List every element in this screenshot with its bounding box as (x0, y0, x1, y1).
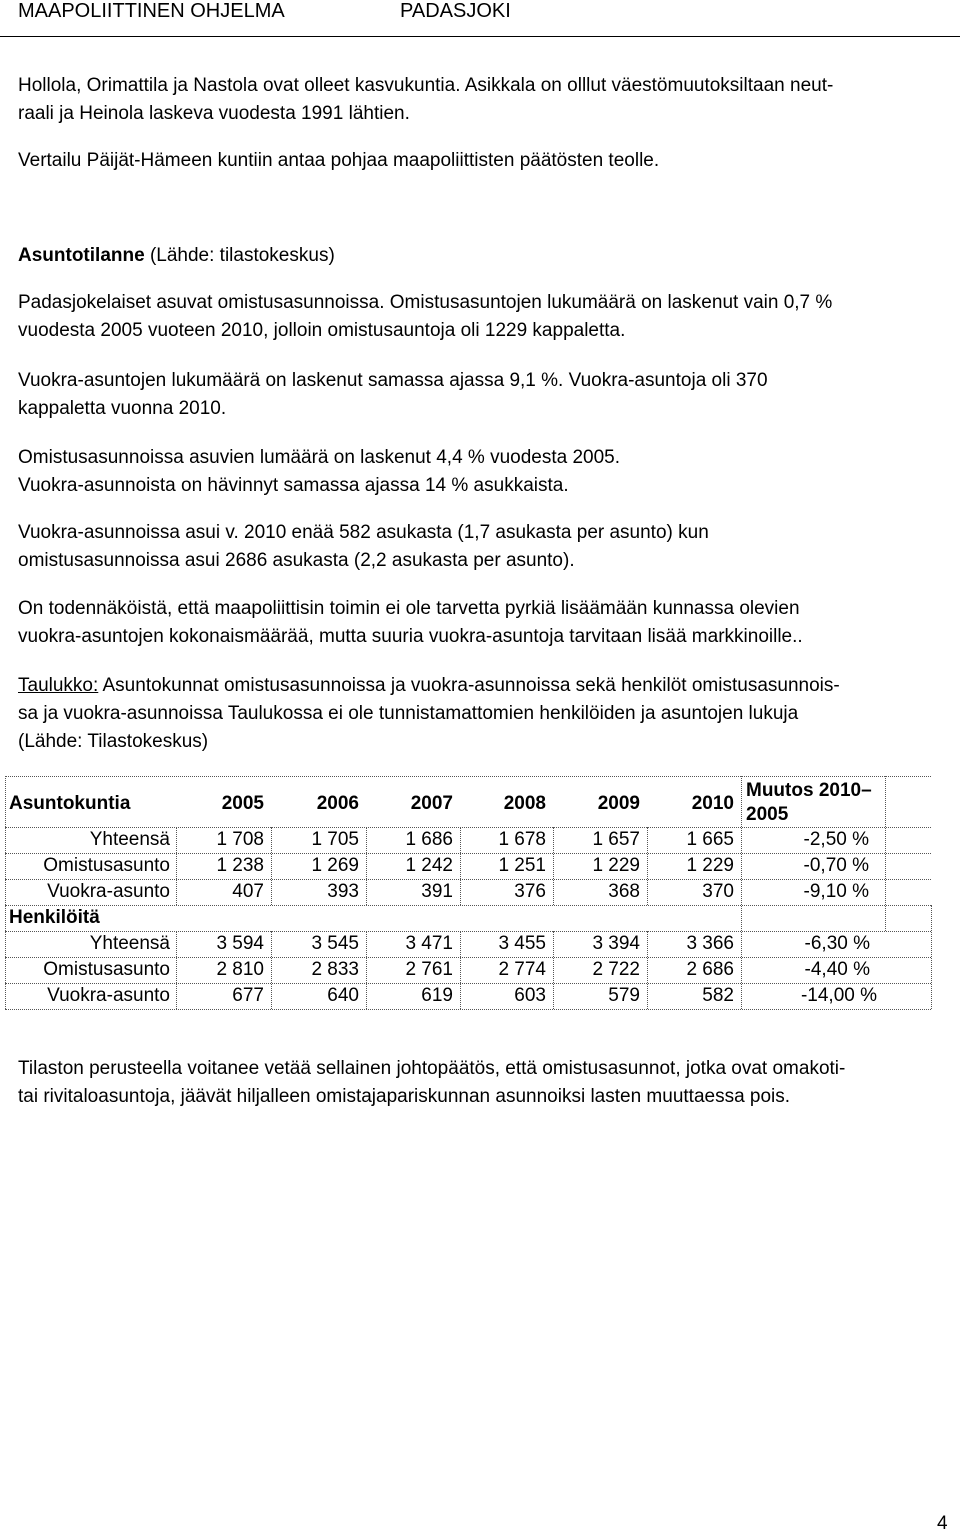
table-cell: 1 238 (216, 855, 264, 876)
table-header-label: Asuntokuntia (9, 793, 131, 814)
table-cell: 370 (702, 881, 734, 902)
table-header-change: 2005 (746, 804, 789, 825)
paragraph-line: Vuokra-asunnoista on hävinnyt samassa ajassa 14 % asukkaista. (18, 475, 569, 496)
row-label: Yhteensä (89, 829, 170, 850)
table-row (5, 827, 931, 853)
page-number: 4 (937, 1513, 948, 1534)
header-title: MAAPOLIITTINEN OHJELMA (18, 0, 285, 22)
table-cell: 1 251 (498, 855, 546, 876)
header-municipality: PADASJOKI (400, 0, 511, 22)
paragraph-residents-change (18, 444, 948, 500)
paragraph-line: Omistusasunnoissa asuvien lumäärä on laskenut 4,4 % vuodesta 2005. (18, 447, 621, 468)
paragraph-line: (Lähde: Tilastokeskus) (18, 731, 209, 752)
table-row (5, 983, 931, 1009)
table-cell-change: -2,50 % (803, 829, 869, 850)
table-cell: 603 (514, 985, 546, 1006)
row-label: Yhteensä (89, 933, 170, 954)
table-cell: 3 545 (311, 933, 359, 954)
table-cell: 2 833 (311, 959, 359, 980)
row-label: Vuokra-asunto (47, 881, 170, 902)
table-border (931, 905, 932, 1009)
section-heading (18, 242, 948, 270)
paragraph-line: Vuokra-asuntojen lukumäärä on laskenut samassa ajassa 9,1 %. Vuokra-asuntoja oli 370 (18, 370, 768, 391)
table-caption-label: Taulukko: (18, 675, 99, 696)
paragraph-line: raali ja Heinola laskeva vuodesta 1991 lähtien. (18, 103, 410, 124)
table-cell: 376 (514, 881, 546, 902)
table-section-label: Henkilöitä (9, 907, 100, 928)
table-cell: 407 (232, 881, 264, 902)
paragraph-comparison: Vertailu Päijät-Hämeen kuntiin antaa pohjaa maapoliittisten päätösten teolle. (18, 150, 660, 171)
paragraph-rental-housing (18, 367, 948, 423)
table-cell: 393 (327, 881, 359, 902)
table-cell-change: -0,70 % (803, 855, 869, 876)
table-cell: 1 705 (311, 829, 359, 850)
row-label: Vuokra-asunto (47, 985, 170, 1006)
table-cell-change: -4,40 % (804, 959, 870, 980)
table-caption (18, 672, 948, 756)
paragraph-line: On todennäköistä, että maapoliittisin toimin ei ole tarvetta pyrkiä lisäämään kunnassa olevien (18, 598, 800, 619)
table-header-year: 2005 (221, 793, 264, 814)
table-cell: 1 686 (405, 829, 453, 850)
table-cell: 582 (702, 985, 734, 1006)
table-header-year: 2010 (691, 793, 734, 814)
table-header-year: 2007 (410, 793, 453, 814)
table-cell: 2 810 (216, 959, 264, 980)
table-cell: 1 678 (498, 829, 546, 850)
section-heading-title: Asuntotilanne (18, 245, 145, 266)
table-cell: 1 269 (311, 855, 359, 876)
table-border (5, 776, 931, 777)
paragraph-owner-housing (18, 289, 948, 345)
table-cell: 2 761 (405, 959, 453, 980)
paragraph-line: kappaletta vuonna 2010. (18, 398, 227, 419)
paragraph-residents-per-unit (18, 519, 948, 575)
table-cell: 1 657 (592, 829, 640, 850)
paragraph-line: vuodesta 2005 vuoteen 2010, jolloin omistusauntoja oli 1229 kappaletta. (18, 320, 626, 341)
section-heading-source: (Lähde: tilastokeskus) (144, 245, 335, 266)
paragraph-line: Vuokra-asunnoissa asui v. 2010 enää 582 asukasta (1,7 asukasta per asunto) kun (18, 522, 709, 543)
table-cell: 368 (608, 881, 640, 902)
table-cell: 2 686 (686, 959, 734, 980)
paragraph-conclusion (18, 1055, 948, 1111)
paragraph-line: Tilaston perusteella voitanee vetää sellainen johtopäätös, että omistusasunnot, jotka ovat omakoti- (18, 1058, 846, 1079)
table-row (5, 931, 931, 957)
paragraph-line: sa ja vuokra-asunnoissa Taulukossa ei ole tunnistamattomien henkilöiden ja asuntojen lukuja (18, 703, 799, 724)
paragraph-line: omistusasunnoissa asui 2686 asukasta (2,2 asukasta per asunto). (18, 550, 575, 571)
paragraph-growth (18, 72, 948, 128)
paragraph-line: Omistusasuntojen lukumäärä on laskenut vain 0,7 % (389, 292, 833, 313)
table-header-year: 2009 (597, 793, 640, 814)
table-header-change: Muutos 2010– (746, 780, 872, 801)
table-border (5, 1009, 931, 1010)
table-cell: 2 722 (592, 959, 640, 980)
table-cell: 3 594 (216, 933, 264, 954)
table-row (5, 853, 931, 879)
table-cell: 619 (421, 985, 453, 1006)
page-header (0, 0, 960, 37)
paragraph-policy (18, 595, 948, 651)
paragraph-line: Asuntokunnat omistusasunnoissa ja vuokra-asunnoissa sekä henkilöt omistusasunnois- (98, 675, 840, 696)
table-cell: 640 (327, 985, 359, 1006)
table-cell: 1 229 (686, 855, 734, 876)
table-row (5, 879, 931, 905)
row-label: Omistusasunto (43, 855, 170, 876)
table-cell: 3 366 (686, 933, 734, 954)
paragraph-line: Hollola, Orimattila ja Nastola ovat olleet kasvukuntia. Asikkala on olllut väestömuutoksiltaan neut- (18, 75, 834, 96)
paragraph-line: Padasjokelaiset asuvat omistusasunnoissa. (18, 292, 385, 313)
table-cell: 1 242 (405, 855, 453, 876)
table-header-year: 2006 (316, 793, 359, 814)
table-cell: 2 774 (498, 959, 546, 980)
table-cell-change: -9,10 % (803, 881, 869, 902)
table-cell-change: -14,00 % (800, 985, 877, 1006)
row-label: Omistusasunto (43, 959, 170, 980)
table-cell: 579 (608, 985, 640, 1006)
table-cell: 391 (421, 881, 453, 902)
table-row (5, 957, 931, 983)
table-header-year: 2008 (503, 793, 546, 814)
table-cell: 1 708 (216, 829, 264, 850)
table-cell: 3 394 (592, 933, 640, 954)
table-cell: 1 229 (592, 855, 640, 876)
table-cell: 3 455 (498, 933, 546, 954)
table-section-row (5, 905, 931, 931)
table-cell: 677 (232, 985, 264, 1006)
paragraph-line: tai rivitaloasuntoja, jäävät hiljalleen omistajapariskunnan asunnoiksi lasten muuttaessa pois. (18, 1086, 791, 1107)
table-cell: 3 471 (405, 933, 453, 954)
paragraph-line: vuokra-asuntojen kokonaismäärää, mutta suuria vuokra-asuntoja tarvitaan lisää markkinoille.. (18, 626, 803, 647)
table-cell-change: -6,30 % (804, 933, 870, 954)
table-cell: 1 665 (686, 829, 734, 850)
